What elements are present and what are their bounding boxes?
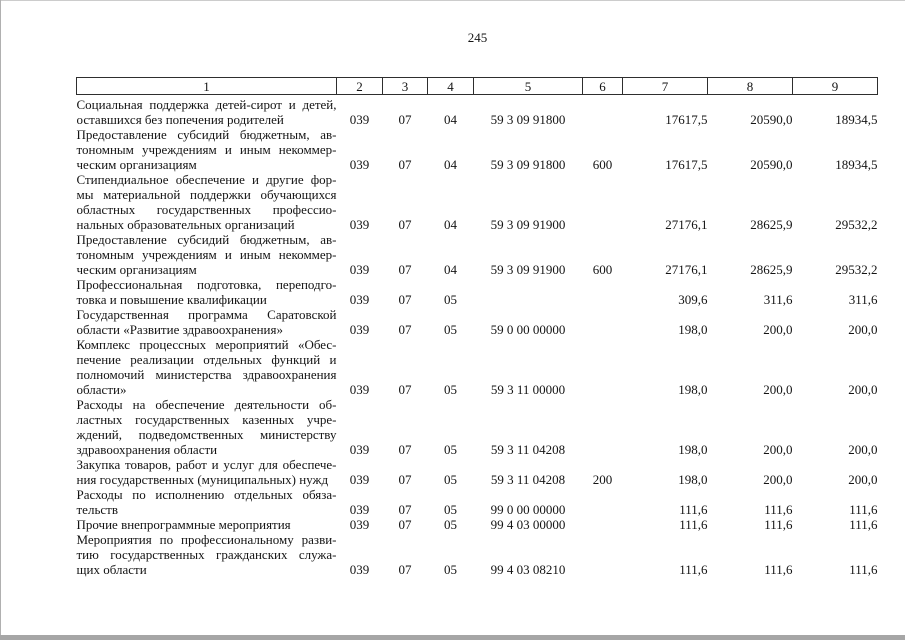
row-cell-6 [583, 397, 623, 457]
row-cell-3: 07 [398, 382, 412, 397]
row-description [77, 307, 337, 337]
row-cell-7: 111,6 [679, 517, 708, 532]
row-cell-2: 039 [349, 472, 370, 487]
row-cell-2: 039 [349, 517, 370, 532]
row-description [77, 397, 337, 457]
row-cell-6 [583, 172, 623, 232]
column-header-2: 2 [337, 78, 383, 95]
table-row [77, 337, 878, 397]
row-cell-8: 200,0 [763, 322, 793, 337]
row-cell-8: 20590,0 [750, 157, 793, 172]
description-line: ластных государственных казенных учре- [76, 412, 337, 427]
row-description [77, 127, 337, 172]
row-cell-5: 99 4 03 00000 [490, 517, 566, 532]
row-cell-9: 200,0 [848, 472, 878, 487]
description-line: Профессиональная подготовка, переподго- [76, 277, 337, 292]
row-cell-7: 17617,5 [665, 157, 708, 172]
table-row [77, 232, 878, 277]
row-description [77, 232, 337, 277]
row-cell-3: 07 [398, 262, 412, 277]
row-cell-6 [583, 532, 623, 577]
budget-table [76, 77, 878, 577]
row-cell-4: 05 [444, 517, 457, 532]
row-cell-4: 04 [444, 262, 457, 277]
row-cell-4: 05 [444, 472, 457, 487]
description-line: ческим организациям [76, 262, 197, 277]
row-cell-2: 039 [349, 442, 370, 457]
description-line: Расходы по исполнению отдельных обяза- [76, 487, 337, 502]
description-line: щих области [76, 562, 147, 577]
row-cell-4: 05 [444, 292, 457, 307]
row-cell-7: 198,0 [678, 382, 708, 397]
row-cell-4: 05 [444, 322, 457, 337]
row-cell-6 [583, 277, 623, 307]
row-description [77, 337, 337, 397]
row-cell-5: 59 3 11 04208 [490, 472, 566, 487]
row-cell-5: 59 3 09 91900 [490, 262, 566, 277]
bottom-bar [0, 635, 905, 640]
table-row [77, 457, 878, 487]
table-header [77, 78, 878, 95]
description-line: ческим организациям [76, 157, 197, 172]
description-line: Закупка товаров, работ и услуг для обеспече- [76, 457, 337, 472]
table-body [77, 95, 878, 578]
table-row [77, 397, 878, 457]
row-cell-7: 198,0 [678, 442, 708, 457]
page-frame-left [0, 0, 1, 640]
column-header-1: 1 [77, 78, 337, 95]
description-line: печение реализации отдельных функций и [76, 352, 337, 367]
row-cell-3: 07 [398, 292, 412, 307]
row-cell-5 [474, 277, 583, 307]
row-cell-5: 59 3 09 91800 [490, 112, 566, 127]
row-cell-6 [583, 487, 623, 517]
row-cell-8: 200,0 [763, 442, 793, 457]
row-cell-4: 05 [444, 382, 457, 397]
row-cell-3: 07 [398, 472, 412, 487]
row-cell-8: 28625,9 [750, 262, 793, 277]
column-header-6: 6 [583, 78, 623, 95]
row-description [77, 172, 337, 232]
column-header-7: 7 [623, 78, 708, 95]
row-cell-5: 99 0 00 00000 [490, 502, 566, 517]
row-cell-8: 20590,0 [750, 112, 793, 127]
row-cell-8: 28625,9 [750, 217, 793, 232]
row-cell-9: 200,0 [848, 382, 878, 397]
description-line: Мероприятия по профессиональному разви- [76, 532, 337, 547]
description-line: тельств [76, 502, 118, 517]
description-line: областных государственных профессио- [76, 202, 337, 217]
description-line: области «Развитие здравоохранения» [76, 322, 283, 337]
row-cell-3: 07 [398, 322, 412, 337]
row-cell-2: 039 [349, 292, 370, 307]
row-cell-9: 29532,2 [835, 217, 878, 232]
description-line: Комплекс процессных мероприятий «Обес- [76, 337, 337, 352]
row-cell-7: 198,0 [678, 322, 708, 337]
row-cell-2: 039 [349, 382, 370, 397]
row-cell-8: 111,6 [764, 562, 793, 577]
description-line: Государственная программа Саратовской [76, 307, 337, 322]
row-cell-7: 309,6 [678, 292, 708, 307]
page-number: 245 [467, 30, 488, 45]
row-cell-6 [583, 95, 623, 128]
column-header-8: 8 [708, 78, 793, 95]
row-cell-9: 200,0 [848, 442, 878, 457]
row-cell-3: 07 [398, 442, 412, 457]
row-cell-7: 27176,1 [665, 262, 708, 277]
row-cell-5: 59 3 09 91800 [490, 157, 566, 172]
column-header-5: 5 [474, 78, 583, 95]
table-row [77, 517, 878, 532]
row-cell-3: 07 [398, 217, 412, 232]
row-cell-5: 59 3 11 04208 [490, 442, 566, 457]
description-line: тономным учреждениям и иным некоммер- [76, 247, 337, 262]
table-row [77, 277, 878, 307]
row-description [77, 487, 337, 517]
description-line: здравоохранения области [76, 442, 218, 457]
description-line: Стипендиальное обеспечение и другие фор- [76, 172, 337, 187]
description-line: тономным учреждениям и иным некоммер- [76, 142, 337, 157]
row-cell-4: 05 [444, 442, 457, 457]
description-line: Предоставление субсидий бюджетным, ав- [76, 232, 337, 247]
row-description [77, 95, 337, 128]
row-cell-9: 200,0 [848, 322, 878, 337]
row-cell-2: 039 [349, 112, 370, 127]
description-line: товка и повышение квалификации [76, 292, 267, 307]
description-line: ждений, подведомственных министерству [76, 427, 337, 442]
row-cell-5: 59 3 09 91900 [490, 217, 566, 232]
row-cell-6 [583, 307, 623, 337]
row-cell-6 [583, 517, 623, 532]
row-cell-5: 59 3 11 00000 [490, 382, 566, 397]
row-cell-9: 18934,5 [835, 157, 878, 172]
row-cell-4: 05 [444, 502, 457, 517]
row-cell-6: 600 [592, 157, 613, 172]
row-cell-4: 04 [444, 217, 457, 232]
row-cell-9: 18934,5 [835, 112, 878, 127]
row-cell-2: 039 [349, 217, 370, 232]
description-line: Предоставление субсидий бюджетным, ав- [76, 127, 337, 142]
description-line: нальных образовательных организаций [76, 217, 295, 232]
row-cell-7: 27176,1 [665, 217, 708, 232]
row-cell-8: 311,6 [763, 292, 793, 307]
column-header-9: 9 [793, 78, 878, 95]
row-cell-9: 29532,2 [835, 262, 878, 277]
row-cell-7: 111,6 [679, 562, 708, 577]
column-header-4: 4 [428, 78, 474, 95]
table-row [77, 307, 878, 337]
row-cell-2: 039 [349, 157, 370, 172]
row-cell-7: 198,0 [678, 472, 708, 487]
table-row [77, 532, 878, 577]
description-line: мы материальной поддержки обучающихся [76, 187, 337, 202]
row-cell-5: 99 4 03 08210 [490, 562, 566, 577]
row-cell-2: 039 [349, 262, 370, 277]
description-line: Социальная поддержка детей-сирот и детей, [76, 97, 337, 112]
description-line: ния государственных (муниципальных) нужд [76, 472, 329, 487]
table-row [77, 127, 878, 172]
column-header-3: 3 [383, 78, 428, 95]
description-line: полномочий министерства здравоохранения [76, 367, 337, 382]
row-cell-4: 04 [444, 112, 457, 127]
row-cell-3: 07 [398, 502, 412, 517]
row-cell-7: 111,6 [679, 502, 708, 517]
row-cell-3: 07 [398, 112, 412, 127]
row-cell-8: 111,6 [764, 517, 793, 532]
row-cell-2: 039 [349, 322, 370, 337]
row-cell-2: 039 [349, 562, 370, 577]
header-row [77, 78, 878, 95]
description-line: тию государственных гражданских служа- [76, 547, 337, 562]
row-cell-9: 111,6 [849, 502, 878, 517]
row-cell-9: 311,6 [848, 292, 878, 307]
description-line: Расходы на обеспечение деятельности об- [76, 397, 337, 412]
description-line: оставшихся без попечения родителей [76, 112, 284, 127]
description-line: Прочие внепрограммные мероприятия [76, 517, 291, 532]
page-frame-top [0, 0, 905, 1]
row-description [77, 457, 337, 487]
table-row [77, 172, 878, 232]
row-cell-9: 111,6 [849, 562, 878, 577]
row-cell-4: 05 [444, 562, 457, 577]
row-cell-6 [583, 337, 623, 397]
row-cell-3: 07 [398, 157, 412, 172]
row-cell-6: 600 [592, 262, 613, 277]
table-row [77, 95, 878, 128]
row-description [77, 517, 337, 532]
row-cell-3: 07 [398, 517, 412, 532]
row-description [77, 532, 337, 577]
table-row [77, 487, 878, 517]
row-cell-3: 07 [398, 562, 412, 577]
row-cell-2: 039 [349, 502, 370, 517]
row-cell-6: 200 [592, 472, 613, 487]
row-cell-8: 111,6 [764, 502, 793, 517]
row-cell-7: 17617,5 [665, 112, 708, 127]
row-cell-5: 59 0 00 00000 [490, 322, 566, 337]
row-description [77, 277, 337, 307]
description-line: области» [76, 382, 127, 397]
row-cell-8: 200,0 [763, 382, 793, 397]
row-cell-9: 111,6 [849, 517, 878, 532]
row-cell-8: 200,0 [763, 472, 793, 487]
row-cell-4: 04 [444, 157, 457, 172]
